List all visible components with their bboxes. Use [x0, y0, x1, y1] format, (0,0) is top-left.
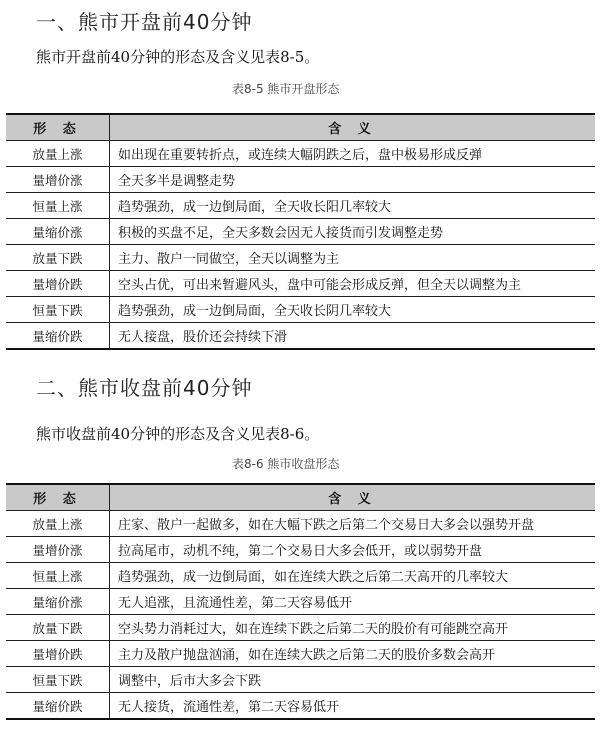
table-header-row [6, 484, 595, 511]
form-cell: 恒量上涨 [6, 193, 110, 219]
table-8-6 [6, 483, 595, 720]
meaning-cell: 无人接货，流通性差，第二天容易低开 [110, 693, 596, 720]
meaning-cell: 空头占优，可出来暂避风头，盘中可能会形成反弹，但全天以调整为主 [110, 271, 596, 297]
meaning-cell: 积极的买盘不足，全天多数会因无人接货而引发调整走势 [110, 219, 596, 245]
form-cell: 量增价跌 [6, 641, 110, 667]
form-cell: 量增价跌 [6, 271, 110, 297]
meaning-cell: 调整中，后市大多会下跌 [110, 667, 596, 693]
form-cell: 量缩价涨 [6, 589, 110, 615]
meaning-cell: 趋势强劲，成一边倒局面，全天收长阳几率较大 [110, 193, 596, 219]
form-cell: 恒量上涨 [6, 563, 110, 589]
table-row [6, 641, 595, 667]
table-row [6, 271, 595, 297]
table-row [6, 589, 595, 615]
section-1-intro: 熊市开盘前40分钟的形态及含义见表8-5。 [36, 48, 320, 66]
column-header-meaning: 含 义 [110, 484, 596, 511]
form-cell: 量增价涨 [6, 537, 110, 563]
table-row [6, 323, 595, 350]
form-cell: 恒量下跌 [6, 667, 110, 693]
meaning-cell: 空头势力消耗过大，如在连续下跌之后第二天的股价有可能跳空高开 [110, 615, 596, 641]
meaning-cell: 主力、散户一同做空，全天以调整为主 [110, 245, 596, 271]
table-row [6, 193, 595, 219]
table-row [6, 667, 595, 693]
table-row [6, 693, 595, 720]
meaning-cell: 趋势强劲，成一边倒局面，如在连续大跌之后第二天高开的几率较大 [110, 563, 596, 589]
meaning-cell: 无人追涨，且流通性差，第二天容易低开 [110, 589, 596, 615]
meaning-cell: 拉高尾市，动机不纯，第二个交易日大多会低开，或以弱势开盘 [110, 537, 596, 563]
table-8-5-caption: 表8-5 熊市开盘形态 [232, 82, 340, 96]
meaning-cell: 无人接盘，股价还会持续下滑 [110, 323, 596, 350]
form-cell: 放量上涨 [6, 141, 110, 167]
meaning-cell: 庄家、散户一起做多，如在大幅下跌之后第二个交易日大多会以强势开盘 [110, 511, 596, 537]
meaning-cell: 趋势强劲，成一边倒局面，全天收长阴几率较大 [110, 297, 596, 323]
table-header-row [6, 114, 595, 141]
table-row [6, 615, 595, 641]
form-cell: 放量下跌 [6, 245, 110, 271]
table-row [6, 141, 595, 167]
table-8-6-caption: 表8-6 熊市收盘形态 [232, 457, 340, 471]
meaning-cell: 全天多半是调整走势 [110, 167, 596, 193]
form-cell: 量缩价跌 [6, 323, 110, 350]
form-cell: 放量上涨 [6, 511, 110, 537]
table-row [6, 563, 595, 589]
section-1-title: 一、熊市开盘前40分钟 [36, 10, 253, 34]
table-8-5 [6, 113, 595, 350]
section-2-title: 二、熊市收盘前40分钟 [36, 376, 253, 400]
table-row [6, 511, 595, 537]
table-row [6, 219, 595, 245]
table-row [6, 297, 595, 323]
section-2-intro: 熊市收盘前40分钟的形态及含义见表8-6。 [36, 425, 320, 443]
form-cell: 放量下跌 [6, 615, 110, 641]
form-cell: 量缩价跌 [6, 693, 110, 720]
meaning-cell: 主力及散户抛盘汹涌，如在连续大跌之后第二天的股价多数会高开 [110, 641, 596, 667]
column-header-form: 形 态 [6, 484, 110, 511]
column-header-meaning: 含 义 [110, 114, 596, 141]
form-cell: 恒量下跌 [6, 297, 110, 323]
column-header-form: 形 态 [6, 114, 110, 141]
table-row [6, 537, 595, 563]
form-cell: 量缩价涨 [6, 219, 110, 245]
table-row [6, 245, 595, 271]
form-cell: 量增价涨 [6, 167, 110, 193]
table-row [6, 167, 595, 193]
meaning-cell: 如出现在重要转折点，或连续大幅阴跌之后，盘中极易形成反弹 [110, 141, 596, 167]
